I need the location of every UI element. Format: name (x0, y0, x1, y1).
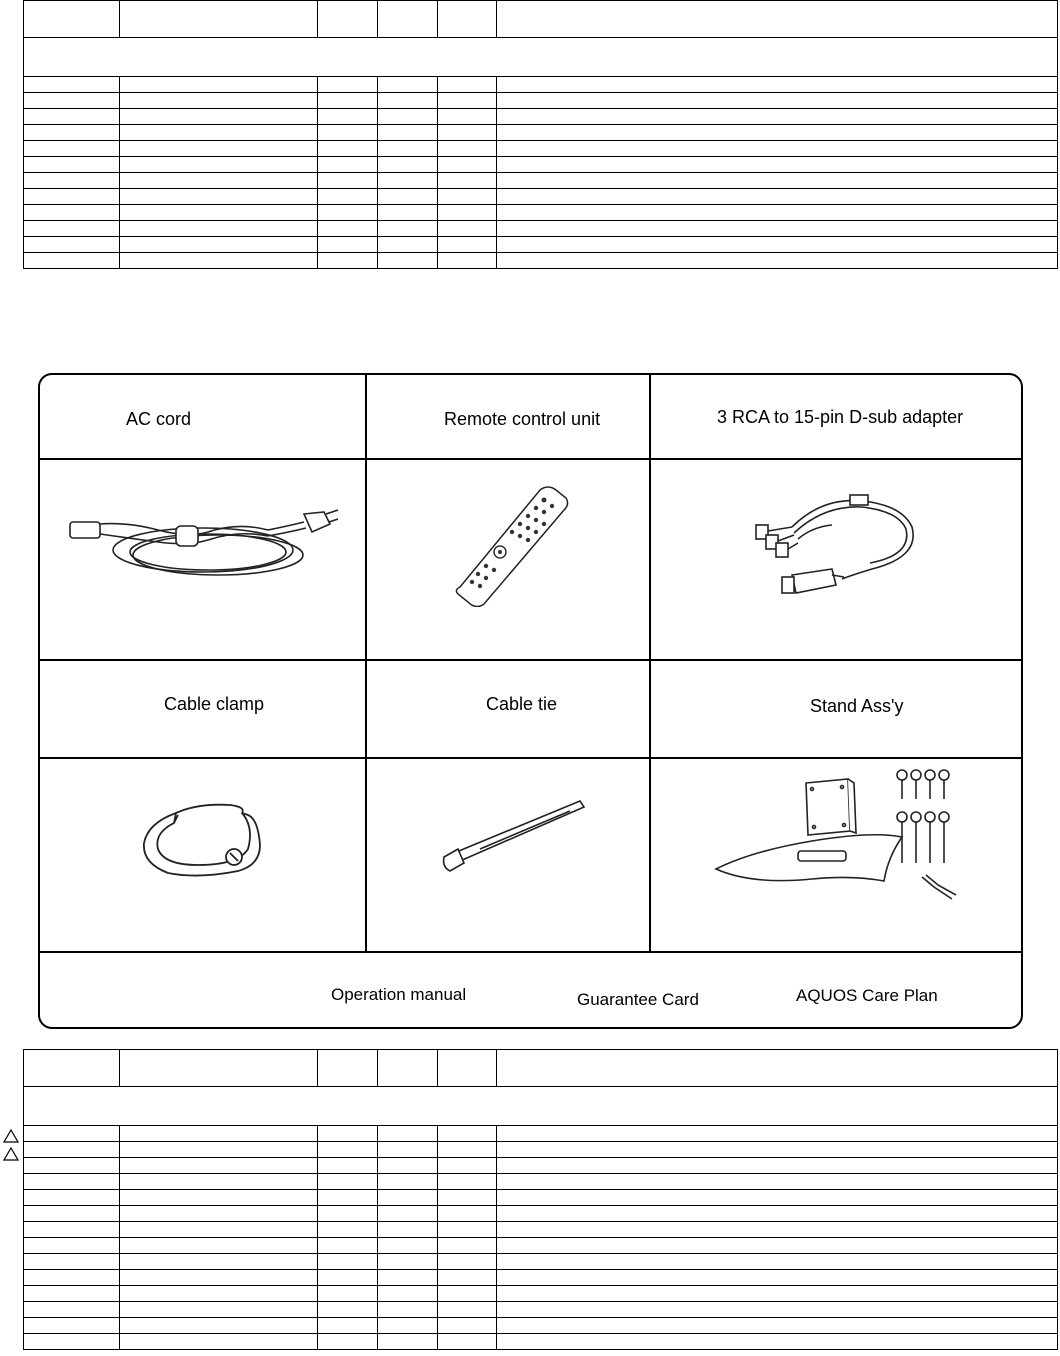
table-row (24, 157, 1058, 173)
table-row (24, 109, 1058, 125)
table-row (24, 125, 1058, 141)
section-row (24, 1087, 1058, 1126)
table-row (24, 173, 1058, 189)
warning-triangle-icon (3, 1147, 19, 1161)
table-row (24, 237, 1058, 253)
cable-tie-label: Cable tie (486, 694, 558, 714)
table-row (24, 77, 1058, 93)
rca-adapter-icon (752, 487, 922, 602)
ac-cord-icon (68, 500, 338, 590)
table-row (24, 221, 1058, 237)
cable-clamp-icon (138, 793, 278, 883)
stand-assembly-icon (712, 765, 982, 915)
operation-manual-label: Operation manual (331, 985, 467, 1004)
adapter-label: 3 RCA to 15-pin D-sub adapter (717, 407, 964, 427)
table-row (24, 253, 1058, 269)
care-plan-label: AQUOS Care Plan (796, 986, 938, 1005)
ac-cord-label: AC cord (126, 409, 192, 429)
warning-triangle-icon (3, 1129, 19, 1143)
table-row (24, 1286, 1058, 1302)
table-row (24, 1318, 1058, 1334)
table-row (24, 189, 1058, 205)
table-row (24, 205, 1058, 221)
divider (40, 659, 1023, 661)
parts-table-top (23, 0, 1058, 269)
table-header-row (24, 1, 1058, 38)
cable-clamp-label: Cable clamp (164, 694, 265, 714)
table-row (24, 1238, 1058, 1254)
parts-table-bottom (23, 1049, 1058, 1350)
guarantee-card-label: Guarantee Card (577, 990, 699, 1009)
accessories-panel (38, 373, 1023, 1029)
divider (40, 757, 1023, 759)
table-row (24, 1126, 1058, 1142)
divider (40, 951, 1023, 953)
table-row (24, 1334, 1058, 1350)
table-row (24, 1302, 1058, 1318)
table-row (24, 1270, 1058, 1286)
table-row (24, 1222, 1058, 1238)
stand-label: Stand Ass'y (810, 696, 904, 716)
divider (649, 375, 651, 953)
table-row (24, 1158, 1058, 1174)
table-row (24, 1142, 1058, 1158)
section-row (24, 38, 1058, 77)
divider (40, 458, 1023, 460)
remote-control-icon (452, 482, 572, 607)
table-row (24, 1174, 1058, 1190)
table-row (24, 93, 1058, 109)
table-row (24, 1190, 1058, 1206)
divider (365, 375, 367, 953)
cable-tie-icon (440, 797, 590, 877)
table-header-row (24, 1050, 1058, 1087)
table-row (24, 1206, 1058, 1222)
table-row (24, 141, 1058, 157)
remote-control-label: Remote control unit (444, 409, 601, 429)
table-row (24, 1254, 1058, 1270)
